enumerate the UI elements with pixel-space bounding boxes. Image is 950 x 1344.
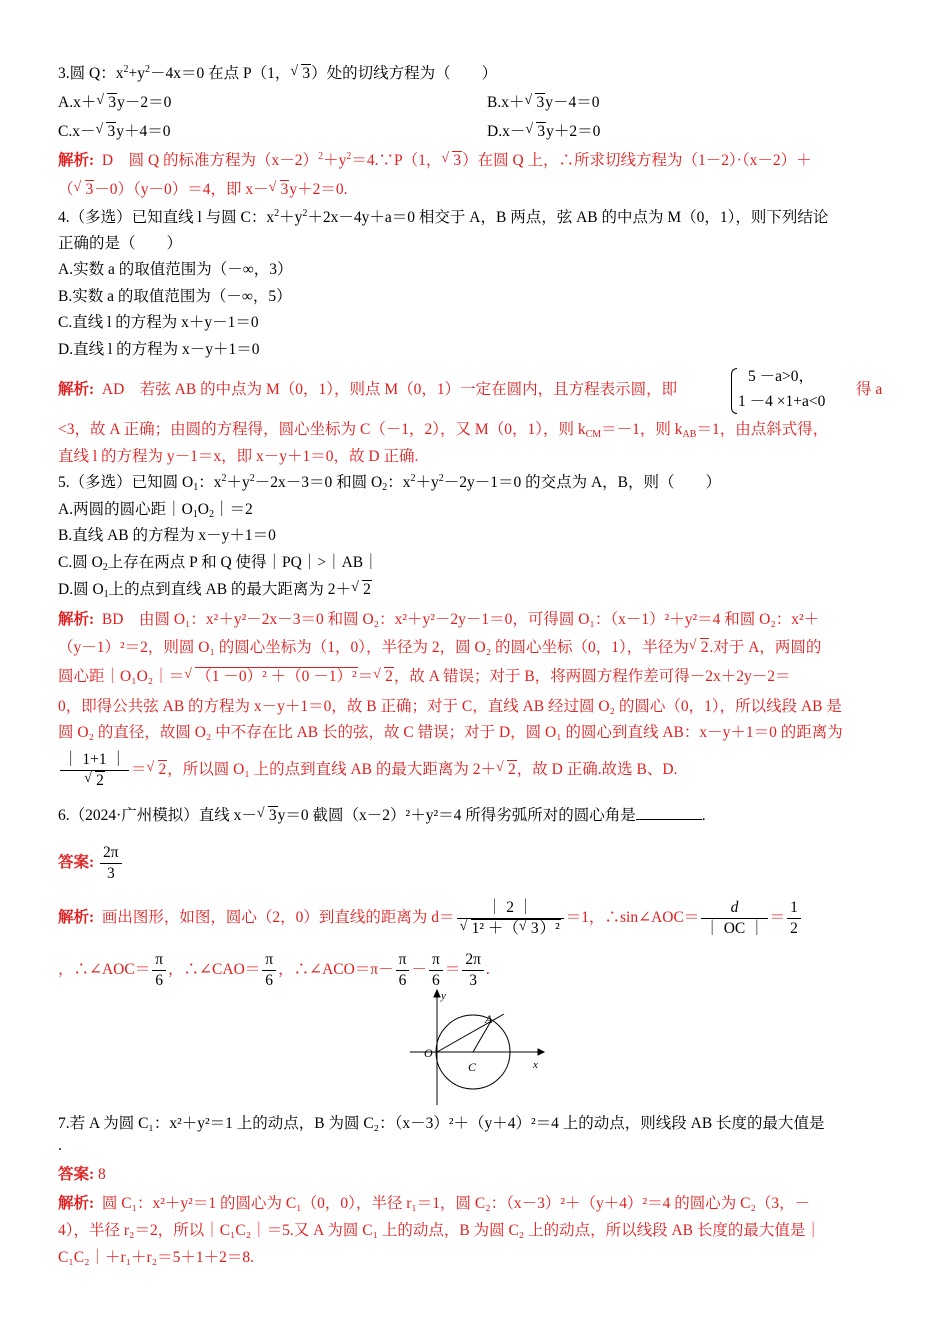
q4-solution-line3: 直线 l 的方程为 y－1＝x，即 x－y＋1＝0，故 D 正确. bbox=[58, 448, 419, 465]
answer-label: 答案: bbox=[58, 1166, 95, 1183]
q3-option-a: A.x＋ √ 3y－2＝0 bbox=[58, 93, 172, 111]
solution-label: 解析: bbox=[58, 152, 95, 169]
circle-figure bbox=[400, 985, 550, 1110]
q7-solution-line1: 解析: 圆 C₁：x²＋y²＝1 的圆心为 C₁（0，0），半径 r₁＝1，圆 C₂：（x－3）²＋（y＋4）²＝4 的圆心为 C₂（3，－ bbox=[58, 1195, 811, 1212]
q5-option-b: B.直线 AB 的方程为 x－y＋1＝0 bbox=[58, 527, 276, 544]
fig-label-a: A bbox=[485, 1012, 493, 1026]
answer-blank bbox=[636, 805, 702, 820]
q6-solution-line2: ，∴∠AOC＝ $\frac{\pi}{6}$ ，∴∠CAO＝ $\frac{\pi}{6}$ ，∴∠ACO＝π－ $\frac{\pi}{6}$ － $\frac{\pi}{6}$ ＝ $\frac{2\pi}{3}$ . bbox=[58, 951, 490, 989]
q4-option-d: D.直线 l 的方程为 x－y＋1＝0 bbox=[58, 341, 260, 358]
q5-solution-line1: 解析: BD 由圆 O₁：x²＋y²－2x－3＝0 和圆 O₂：x²＋y²－2y－1＝0，可得圆 O₁：（x－1）²＋y²＝4 和圆 O₂：x²＋ bbox=[58, 611, 820, 628]
q3-solution-line1: 解析: D 圆 Q 的标准方程为$(x-2)^2+y^2=4.\because P(1$， √ 3）在圆 Q 上，∴所求切线方程为（1－2）·（x－2）＋ bbox=[58, 151, 812, 169]
q4-solution-line1-tail: 得 a bbox=[856, 381, 883, 398]
line-oa bbox=[437, 1014, 504, 1052]
q6-stem: 6.（2024·广州模拟）直线 x－ √ 3y＝0 截圆（x－2）²＋y²＝4 所得劣弧所对的圆心角是 . bbox=[58, 806, 706, 824]
q5-option-d: D.圆 $O_1$上的点到直线 AB 的最大距离为 2＋ √ 2 bbox=[58, 580, 371, 600]
q7-stem: 7.若 A 为圆 C₁：x²＋y²＝1 上的动点，B 为圆 C₂：（x－3）²＋（y＋4）²＝4 上的动点，则线段 AB 长度的最大值是 bbox=[58, 1115, 825, 1132]
x-axis-arrow bbox=[538, 1049, 544, 1055]
q4-option-c: C.直线 l 的方程为 x＋y－1＝0 bbox=[58, 314, 259, 331]
system-brace bbox=[731, 368, 737, 414]
q6-solution-line1: 解析: 画出图形，如图，圆心（2，0）到直线的距离为 d＝ ｜ 2 ｜ √ 1² ＋（ √ 3）² ＝1，∴sin∠AOC＝ $\frac{d}{| OC |}$ ＝ $\frac{1}{2}$ bbox=[58, 898, 803, 939]
q4-system-line2: 1 －4 ×1+a<0 bbox=[738, 393, 826, 410]
q7-solution-line3: C₁C₂｜＋r₁＋r₂＝5＋1＋2＝8. bbox=[58, 1249, 254, 1266]
q5-solution-line3: 圆心距｜O₁O₂｜＝ √ （1 －0）² ＋（0 －1）²＝ √ 2，故 A 错误；对于 B，将两圆方程作差可得－2x＋2y－2＝ bbox=[58, 667, 791, 685]
q4-stem-line2: 正确的是（ ） bbox=[58, 235, 183, 252]
q5-option-c: C.圆 $O_2$上存在两点 P 和 Q 使得｜PQ｜>｜AB｜ bbox=[58, 554, 379, 573]
fig-label-o: O bbox=[424, 1046, 433, 1060]
q5-solution-line2: （y－1）²＝2，则圆 O₁ 的圆心坐标为（1，0），半径为 2，圆 O₂ 的圆心坐标（0，1），半径为 √ 2.对于 A，两圆的 bbox=[58, 638, 822, 656]
q7-solution-line2: 4），半径 r₂＝2，所以｜C₁C₂｜＝5.又 A 为圆 C₁ 上的动点，B 为圆 C₂ 上的动点，所以线段 AB 长度的最大值是｜ bbox=[58, 1222, 821, 1239]
solution-label: 解析: bbox=[58, 909, 95, 927]
fig-label-y: y bbox=[441, 990, 446, 1002]
q3-option-b: B.x＋ √ 3y－4＝0 bbox=[487, 93, 600, 111]
q4-solution-line1: 解析: AD 若弦 AB 的中点为 M（0，1），则点 M（0，1）一定在圆内，且方程表示圆，即 bbox=[58, 381, 678, 398]
q5-solution-line5: 圆 O₂ 的直径，故圆 O₂ 中不存在比 AB 长的弦，故 C 错误；对于 D，圆 O₁ 的圆心到直线 AB：x－y＋1＝0 的距离为 bbox=[58, 724, 843, 741]
q4-option-a: A.实数 a 的取值范围为（－∞，3） bbox=[58, 261, 293, 278]
q7-stem-end: . bbox=[58, 1137, 62, 1154]
solution-label: 解析: bbox=[58, 381, 95, 398]
solution-label: 解析: bbox=[58, 611, 95, 628]
q5-option-a: A.两圆的圆心距$|O_1O_2|=2$ bbox=[58, 501, 253, 520]
q4-system-line1: 5 －a>0， bbox=[748, 368, 814, 385]
q5-solution-line4: 0，即得公共弦 AB 的方程为 x－y＋1＝0，故 B 正确；对于 C，直线 AB 经过圆 O₂ 的圆心（0，1），所以线段 AB 是 bbox=[58, 698, 842, 715]
fig-label-c: C bbox=[468, 1060, 477, 1074]
q3-option-d: D.x－ √ 3y＋2＝0 bbox=[487, 122, 601, 140]
q4-stem-line1: 4.（多选）已知直线 l 与圆 C：$x^2+y^2+2x-4y+a=0$ 相交于 A，B 两点，弦 AB 的中点为 M（0，1），则下列结论 bbox=[58, 208, 829, 226]
q5-solution-line6: ｜ 1+1 ｜ √ 2 ＝ √ 2，所以圆 O₁ 上的点到直线 AB 的最大距离为 2＋ √ 2，故 D 正确.故选 B、D. bbox=[58, 750, 677, 791]
solution-label: 解析: bbox=[58, 1195, 95, 1212]
q3-option-c: C.x－ √ 3y＋4＝0 bbox=[58, 122, 171, 140]
y-axis-arrow bbox=[434, 990, 440, 997]
q4-option-b: B.实数 a 的取值范围为（－∞，5） bbox=[58, 288, 292, 305]
fig-label-x: x bbox=[533, 1059, 538, 1071]
q4-solution-line2: <3，故 A 正确；由圆的方程得，圆心坐标为 C（－1，2），又 M（0，1），则 $k_{CM}=-1$，则 $k_{AB}=1$，由点斜式得， bbox=[58, 421, 829, 440]
q5-stem: 5.（多选）已知圆 $O_1$：$x^2+y^2-2x-3=0$ 和圆 $O_2$：$x^2+y^2-2y-1=0$ 的交点为 A，B，则（ ） bbox=[58, 473, 722, 493]
q3-stem: 3.圆 Q：$x^2+y^2-4x=0$ 在点 P（1， √ 3）处的切线方程为（ ） bbox=[58, 64, 498, 82]
q7-answer: 答案: 8 bbox=[58, 1166, 106, 1183]
q3-solution-line2: （ √ 3－0）（y－0）＝4，即 x－ √ 3y＋2＝0. bbox=[58, 180, 348, 198]
answer-label: 答案: bbox=[58, 854, 95, 872]
sqrt3-radical: √ 3 bbox=[290, 64, 311, 82]
q6-answer: 答案: $\frac{2\pi}{3}$ bbox=[58, 843, 124, 884]
